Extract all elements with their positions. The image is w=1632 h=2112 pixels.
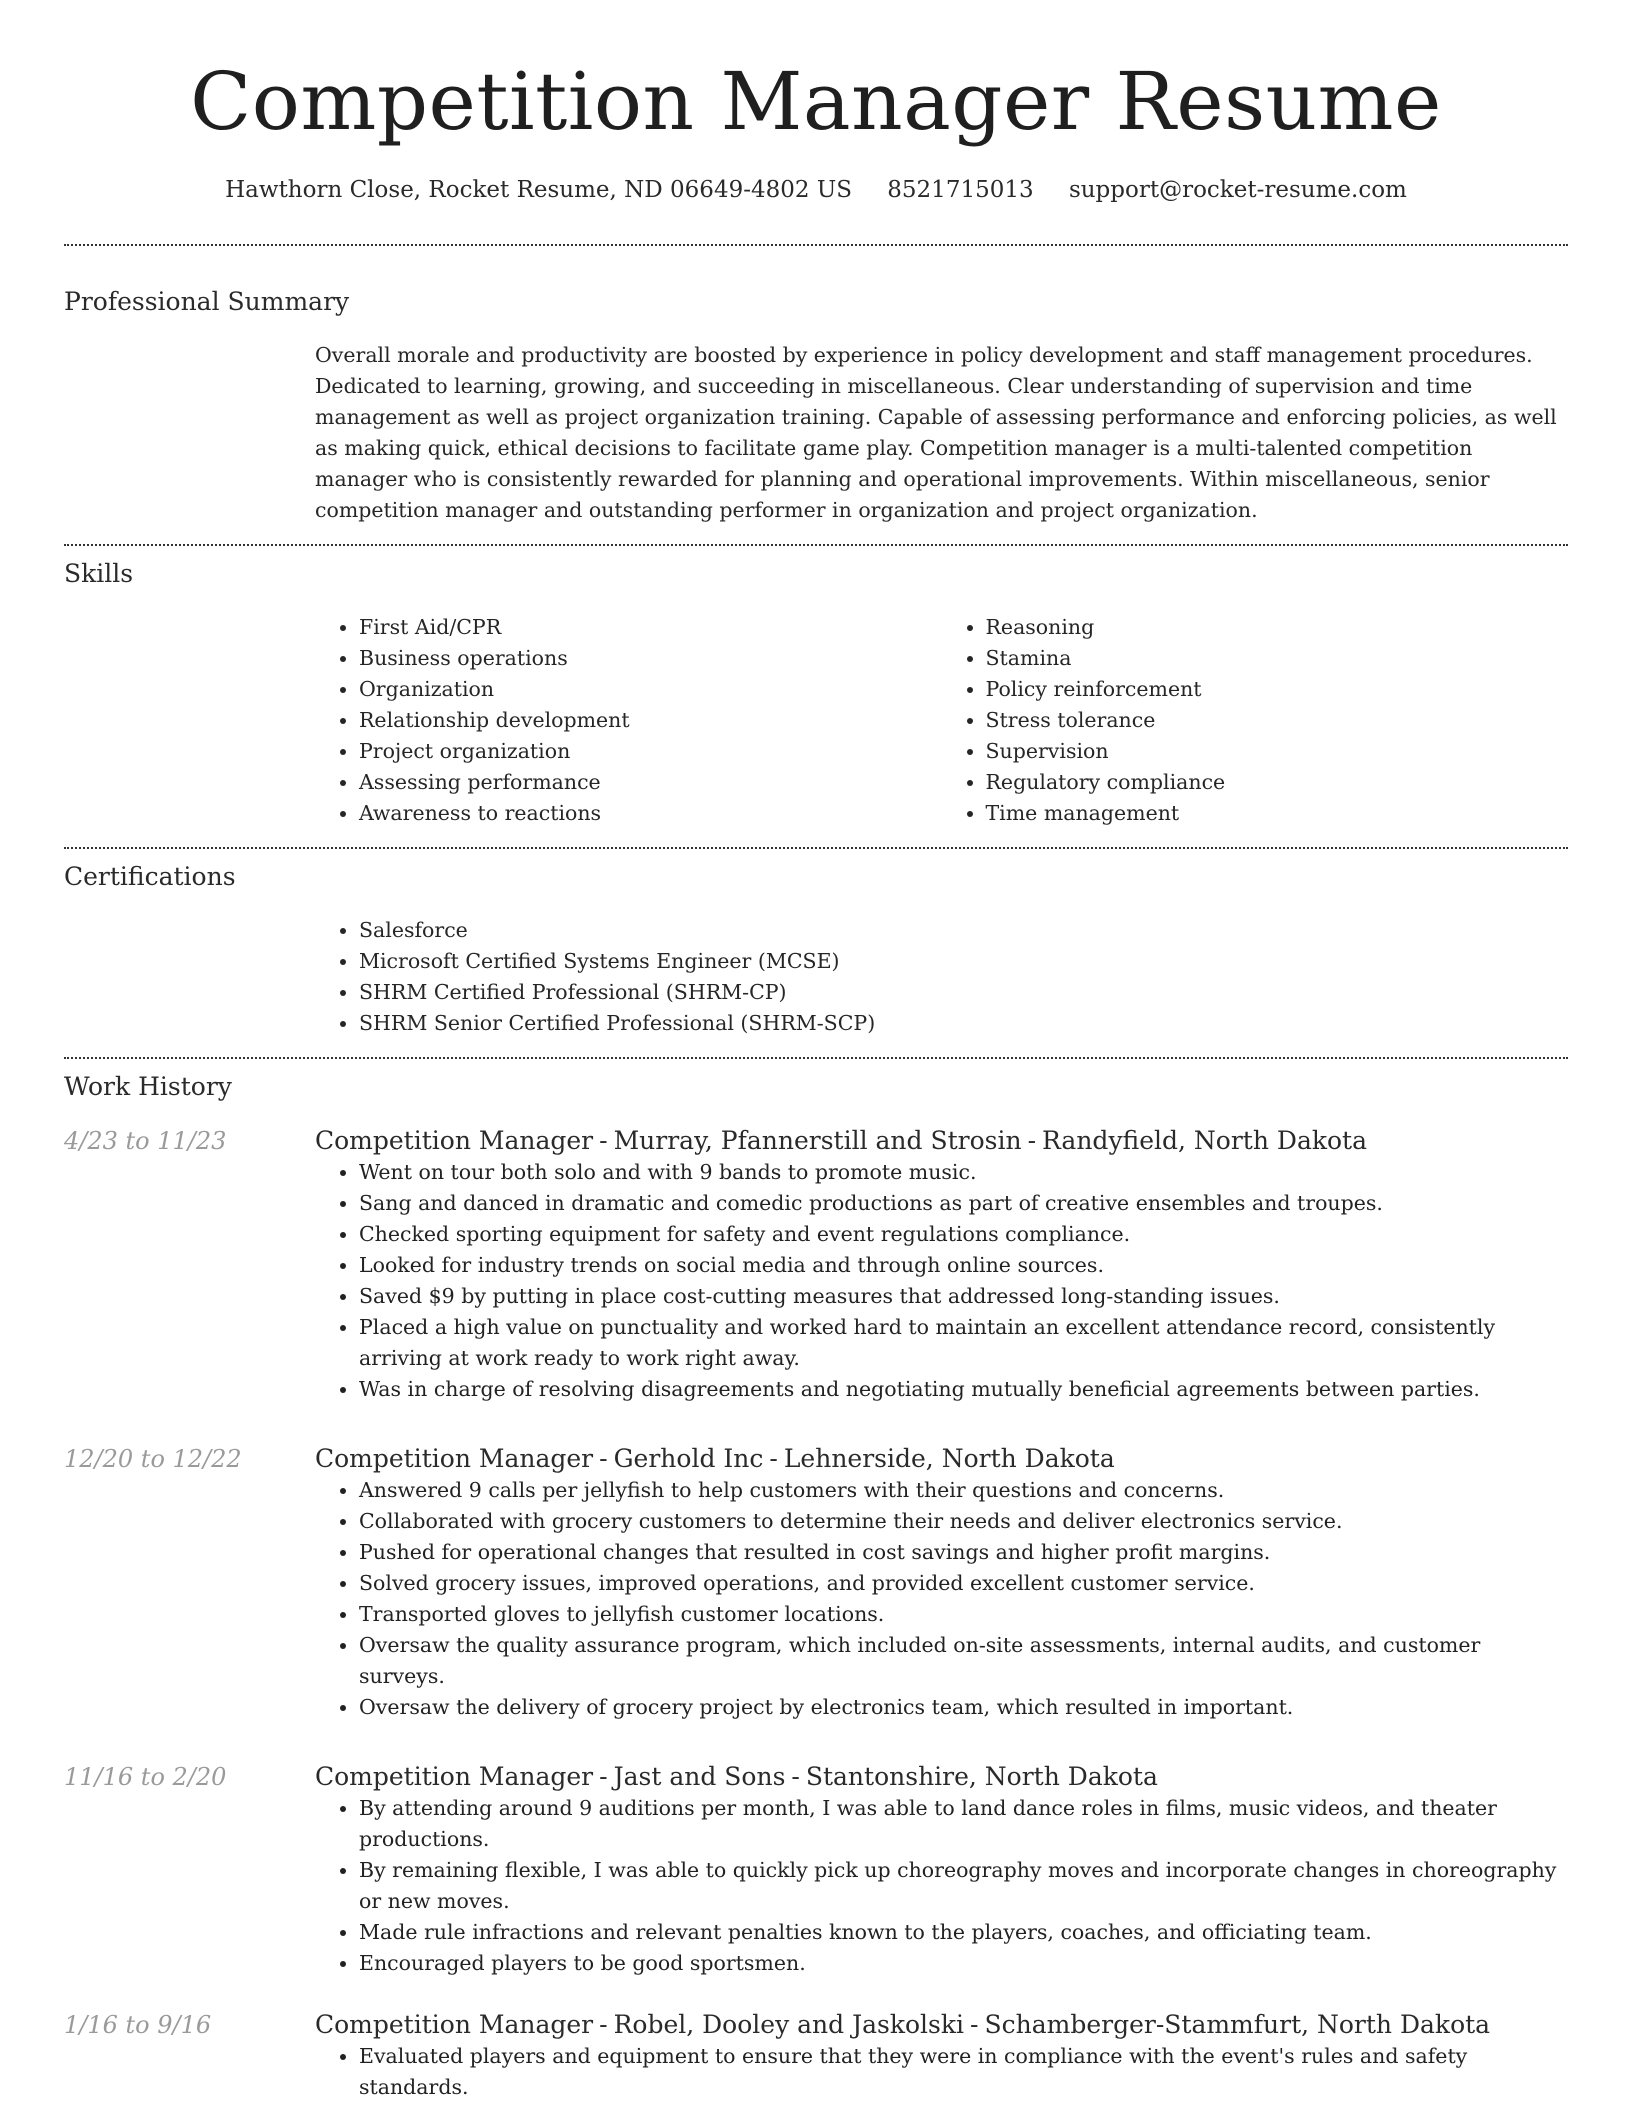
- job-location: Randyfield, North Dakota: [1042, 1126, 1367, 1155]
- skill-item: • Time management: [986, 798, 1569, 829]
- job-location: Stantonshire, North Dakota: [805, 1762, 1158, 1791]
- job-bullet: • Encouraged players to be good sportsmen.: [359, 1948, 1568, 1979]
- skills-list-right: [942, 612, 1569, 829]
- skill-item: • Stamina: [986, 643, 1569, 674]
- skill-item: • Reasoning: [986, 612, 1569, 643]
- job-bullet-list: [315, 1475, 1568, 1723]
- certification-item: • Salesforce: [359, 915, 1568, 946]
- job-bullet: • Oversaw the quality assurance program, which included on-site assessments, internal audits, and customer surveys.: [359, 1630, 1568, 1692]
- skill-item: • Stress tolerance: [986, 705, 1569, 736]
- skill-item: • Regulatory compliance: [986, 767, 1569, 798]
- skills-section: [64, 558, 1568, 829]
- skill-item: • Business operations: [359, 643, 942, 674]
- job-bullet: • Checked sporting equipment for safety and event regulations compliance.: [359, 1219, 1568, 1250]
- job-bullet: • Looked for industry trends on social media and through online sources.: [359, 1250, 1568, 1281]
- job-bullet: • Placed a high value on punctuality and worked hard to maintain an excellent attendance record, consistently arriving at work ready to work right away.: [359, 1312, 1568, 1374]
- skill-item: • Organization: [359, 674, 942, 705]
- job-dates: 1/16 to 9/16: [64, 2011, 212, 2039]
- job-dates: 11/16 to 2/20: [64, 1763, 227, 1791]
- skills-heading: Skills: [64, 559, 134, 588]
- job-location: Schamberger-Stammfurt, North Dakota: [984, 2010, 1491, 2039]
- job-entry: [64, 2009, 1568, 2103]
- job-entry: [64, 1761, 1568, 1979]
- job-bullet: • By remaining flexible, I was able to quickly pick up choreography moves and incorporate changes in choreography or new moves.: [359, 1855, 1568, 1917]
- skill-item: • Policy reinforcement: [986, 674, 1569, 705]
- job-details: [315, 2009, 1568, 2103]
- job-bullet: • Pushed for operational changes that resulted in cost savings and higher profit margins.: [359, 1537, 1568, 1568]
- job-bullet: • Oversaw the delivery of grocery project by electronics team, which resulted in important.: [359, 1692, 1568, 1723]
- summary-section: [64, 286, 1568, 526]
- job-title-separator: -: [599, 2010, 608, 2039]
- contact-email: support@rocket-resume.com: [1068, 177, 1407, 203]
- job-role: Competition Manager: [315, 1126, 594, 1155]
- job-company: Gerhold Inc: [613, 1444, 764, 1473]
- job-title-separator: -: [769, 1444, 778, 1473]
- job-role: Competition Manager: [315, 1762, 594, 1791]
- skill-item: • First Aid/CPR: [359, 612, 942, 643]
- job-bullet-list: [315, 1157, 1568, 1405]
- skills-grid: [315, 612, 1568, 829]
- job-bullet: • Collaborated with grocery customers to determine their needs and deliver electronics service.: [359, 1506, 1568, 1537]
- skill-item: • Project organization: [359, 736, 942, 767]
- job-title-separator: -: [970, 2010, 979, 2039]
- job-title-separator: -: [791, 1762, 800, 1791]
- certifications-section: [64, 861, 1568, 1039]
- header-divider: [64, 244, 1568, 246]
- certifications-list: [315, 915, 1568, 1039]
- job-bullet: • Was in charge of resolving disagreements and negotiating mutually beneficial agreements between parties.: [359, 1374, 1568, 1405]
- job-company: Murray, Pfannerstill and Strosin: [613, 1126, 1022, 1155]
- job-details: [315, 1443, 1568, 1723]
- job-bullet-list: [315, 2041, 1568, 2103]
- certifications-body: [315, 915, 1568, 1039]
- section-divider: [64, 1057, 1568, 1059]
- job-role: Competition Manager: [315, 2010, 594, 2039]
- certification-item: • Microsoft Certified Systems Engineer (MCSE): [359, 946, 1568, 977]
- job-bullet: • Made rule infractions and relevant penalties known to the players, coaches, and officiating team.: [359, 1917, 1568, 1948]
- job-bullet: • By attending around 9 auditions per month, I was able to land dance roles in films, music videos, and theater productions.: [359, 1793, 1568, 1855]
- skill-item: • Assessing performance: [359, 767, 942, 798]
- skill-item: • Relationship development: [359, 705, 942, 736]
- job-title: [315, 1761, 1568, 1793]
- contact-address: Hawthorn Close, Rocket Resume, ND 06649-4802 US: [225, 177, 852, 203]
- certification-item: • SHRM Certified Professional (SHRM-CP): [359, 977, 1568, 1008]
- certification-item: • SHRM Senior Certified Professional (SHRM-SCP): [359, 1008, 1568, 1039]
- contact-phone: 8521715013: [887, 177, 1034, 203]
- job-title-separator: -: [599, 1762, 608, 1791]
- job-dates: 12/20 to 12/22: [64, 1445, 242, 1473]
- work-history-section: [64, 1071, 1568, 2103]
- job-role: Competition Manager: [315, 1444, 594, 1473]
- job-location: Lehnerside, North Dakota: [783, 1444, 1115, 1473]
- summary-text: Overall morale and productivity are boosted by experience in policy development and staff management procedures. Dedicated to learning, growing, and succeeding in miscellaneous. Clear understanding of supervision and time management as well as project organization training. Capable of assessing performance and enforcing policies, as well as making quick, ethical decisions to facilitate game play. Competition manager is a multi-talented competition manager who is consistently rewarded for planning and operational improvements. Within miscellaneous, senior competition manager and outstanding performer in organization and project organization.: [315, 343, 1557, 522]
- job-title-separator: -: [1027, 1126, 1037, 1155]
- job-bullet: • Transported gloves to jellyfish customer locations.: [359, 1599, 1568, 1630]
- job-title-separator: -: [599, 1444, 608, 1473]
- job-bullet: • Sang and danced in dramatic and comedic productions as part of creative ensembles and troupes.: [359, 1188, 1568, 1219]
- skill-item: • Awareness to reactions: [359, 798, 942, 829]
- job-bullet: • Went on tour both solo and with 9 bands to promote music.: [359, 1157, 1568, 1188]
- job-entry: [64, 1125, 1568, 1405]
- job-company: Robel, Dooley and Jaskolski: [613, 2010, 965, 2039]
- job-details: [315, 1761, 1568, 1979]
- summary-heading: Professional Summary: [64, 287, 350, 316]
- job-details: [315, 1125, 1568, 1405]
- job-title: [315, 1125, 1568, 1157]
- job-entry: [64, 1443, 1568, 1723]
- section-divider: [64, 847, 1568, 849]
- job-title: [315, 1443, 1568, 1475]
- work-history-heading: Work History: [64, 1072, 232, 1101]
- page-title: Competition Manager Resume: [190, 55, 1442, 148]
- job-title-separator: -: [599, 1126, 608, 1155]
- job-bullet-list: [315, 1793, 1568, 1979]
- job-title: [315, 2009, 1568, 2041]
- contact-info: [64, 174, 1568, 206]
- skills-list-left: [315, 612, 942, 829]
- skill-item: • Supervision: [986, 736, 1569, 767]
- job-bullet: • Answered 9 calls per jellyfish to help customers with their questions and concerns.: [359, 1475, 1568, 1506]
- section-divider: [64, 544, 1568, 546]
- job-bullet: • Solved grocery issues, improved operations, and provided excellent customer service.: [359, 1568, 1568, 1599]
- job-bullet: • Saved $9 by putting in place cost-cutting measures that addressed long-standing issues.: [359, 1281, 1568, 1312]
- job-company: Jast and Sons: [613, 1762, 786, 1791]
- resume-page: [64, 0, 1568, 2103]
- certifications-heading: Certifications: [64, 862, 236, 891]
- job-dates: 4/23 to 11/23: [64, 1127, 227, 1155]
- job-bullet: • Evaluated players and equipment to ensure that they were in compliance with the event's rules and safety standards.: [359, 2041, 1568, 2103]
